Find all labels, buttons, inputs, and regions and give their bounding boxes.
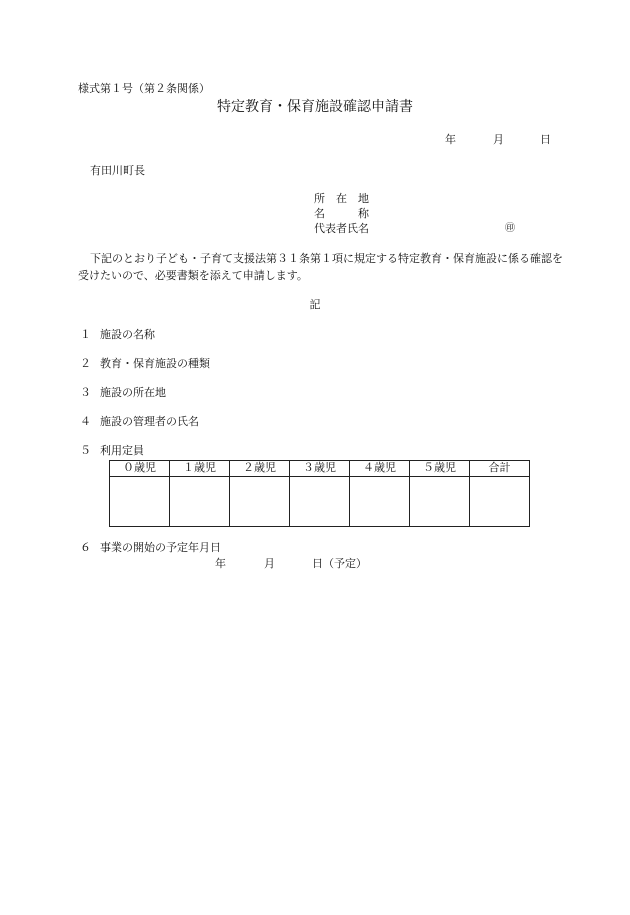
item-number: ５ [80, 444, 91, 457]
item-number: ４ [80, 415, 91, 428]
item-number: ２ [80, 357, 91, 370]
date-day-label: 日 [540, 133, 551, 146]
item-facility-name: 施設の名称 [100, 328, 155, 341]
capacity-cell-age1 [170, 477, 230, 527]
capacity-cell-total [470, 477, 530, 527]
planned-month-label: 月 [264, 557, 275, 570]
capacity-header-age5: ５歳児 [410, 461, 470, 477]
capacity-cell-age2 [230, 477, 290, 527]
capacity-cell-age0 [110, 477, 170, 527]
seal-mark: ㊞ [505, 223, 515, 234]
capacity-cell-age5 [410, 477, 470, 527]
capacity-value-row [110, 477, 530, 527]
date-year-label: 年 [445, 133, 456, 146]
item-capacity: 利用定員 [100, 444, 144, 457]
item-number: ６ [80, 541, 91, 554]
item-facility-type: 教育・保育施設の種類 [100, 357, 210, 370]
item-manager-name: 施設の管理者の氏名 [100, 415, 199, 428]
item-number: ３ [80, 386, 91, 399]
capacity-header-age0: ０歳児 [110, 461, 170, 477]
ki-heading: 記 [309, 298, 321, 311]
item-facility-address: 施設の所在地 [100, 386, 166, 399]
applicant-representative-label: 代表者氏名 [314, 222, 369, 235]
capacity-header-age4: ４歳児 [350, 461, 410, 477]
capacity-header-age2: ２歳児 [230, 461, 290, 477]
addressee: 有田川町長 [90, 164, 145, 177]
capacity-table [109, 460, 530, 527]
capacity-header-total: 合計 [470, 461, 530, 477]
application-statement: 下記のとおり子ども・子育て支援法第３１条第１項に規定する特定教育・保育施設に係る確認を受けたいので、必要書類を添えて申請します。 [78, 252, 563, 282]
document-title: 特定教育・保育施設確認申請書 [217, 99, 413, 115]
date-month-label: 月 [493, 133, 504, 146]
item-start-date: 事業の開始の予定年月日 [100, 541, 221, 554]
capacity-header-age3: ３歳児 [290, 461, 350, 477]
planned-year-label: 年 [215, 557, 226, 570]
planned-day-label: 日（予定） [312, 557, 367, 570]
item-number: １ [80, 328, 91, 341]
applicant-address-label: 所 在 地 [314, 192, 369, 205]
capacity-cell-age4 [350, 477, 410, 527]
capacity-cell-age3 [290, 477, 350, 527]
capacity-header-row [110, 461, 530, 477]
applicant-name-label: 名 称 [314, 207, 369, 220]
capacity-header-age1: １歳児 [170, 461, 230, 477]
form-number: 様式第１号（第２条関係） [78, 82, 210, 95]
